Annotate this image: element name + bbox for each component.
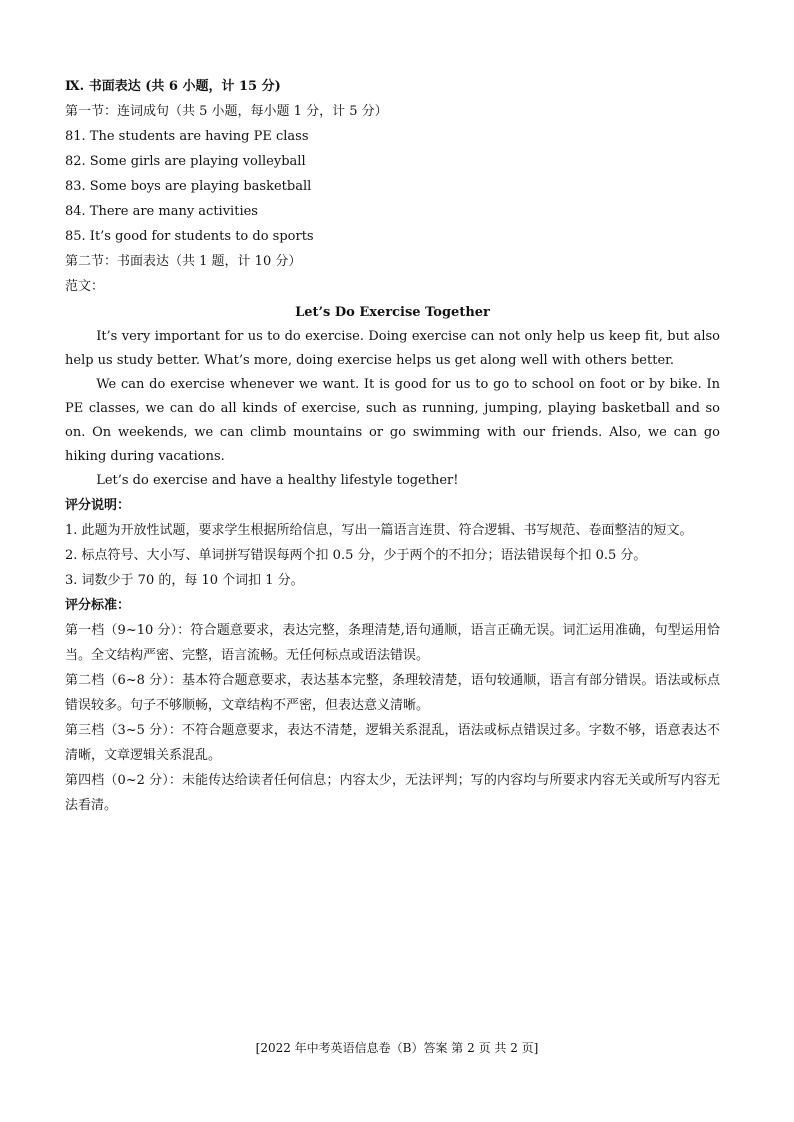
page-footer: [2022 年中考英语信息卷（B）答案 第 2 页 共 2 页]: [255, 1041, 539, 1055]
part1-heading: 第一节：连词成句（共 5 小题，每小题 1 分，计 5 分）: [65, 104, 388, 119]
answer-85: 85. It’s good for students to do sports: [65, 229, 314, 244]
essay-title: Let’s Do Exercise Together: [295, 305, 490, 320]
scoring-tier-1: 第一档（9~10 分）：符合题意要求，表达完整，条理清楚,语句通顺，语言正确无误。词汇运用准确，句型运用恰当。全文结构严密、完整，语言流畅。无任何标点或语法错误。: [65, 623, 720, 663]
scoring-note-3: 3. 词数少于 70 的，每 10 个词扣 1 分。: [65, 573, 304, 588]
section-heading: Ⅸ. 书面表达 (共 6 小题，计 15 分): [65, 79, 281, 94]
sample-label: 范文：: [65, 279, 105, 294]
scoring-tier-2: 第二档（6~8 分）：基本符合题意要求，表达基本完整，条理较清楚，语句较通顺，语言有部分错误。语法或标点错误较多。句子不够顺畅，文章结构不严密，但表达意义清晰。: [65, 673, 720, 713]
essay-paragraph-1: It’s very important for us to do exercise. Doing exercise can not only help us keep fit, but also help us study better. What’s more, doing exercise helps us get along well with others better.: [65, 329, 720, 368]
scoring-tier-3: 第三档（3~5 分）：不符合题意要求，表达不清楚，逻辑关系混乱，语法或标点错误过多。字数不够，语意表达不清晰，文章逻辑关系混乱。: [65, 723, 720, 763]
part2-heading: 第二节：书面表达（共 1 题，计 10 分）: [65, 254, 302, 269]
answer-82: 82. Some girls are playing volleyball: [65, 154, 306, 169]
scoring-tier-4: 第四档（0~2 分）：未能传达给读者任何信息；内容太少，无法评判；写的内容均与所要求内容无关或所写内容无法看清。: [65, 773, 720, 813]
essay-paragraph-2: We can do exercise whenever we want. It is good for us to go to school on foot or by bike. In PE classes, we can do all kinds of exercise, such as running, jumping, playing basketball and so on. On weekends, we can climb mountains or go swimming with our friends. Also, we can go hiking during vacations.: [65, 377, 720, 464]
scoring-notes-heading: 评分说明：: [65, 498, 131, 513]
scoring-note-2: 2. 标点符号、大小写、单词拼写错误每两个扣 0.5 分，少于两个的不扣分；语法错误每个扣 0.5 分。: [65, 548, 647, 563]
scoring-note-1: 1. 此题为开放性试题，要求学生根据所给信息，写出一篇语言连贯、符合逻辑、书写规范、卷面整洁的短文。: [65, 523, 693, 538]
answer-83: 83. Some boys are playing basketball: [65, 179, 312, 194]
essay-paragraph-3: Let’s do exercise and have a healthy lifestyle together!: [96, 473, 459, 488]
scoring-standards-heading: 评分标准：: [65, 598, 131, 613]
answer-81: 81. The students are having PE class: [65, 129, 309, 144]
answer-84: 84. There are many activities: [65, 204, 258, 219]
answer-sheet-page: [65, 74, 720, 818]
